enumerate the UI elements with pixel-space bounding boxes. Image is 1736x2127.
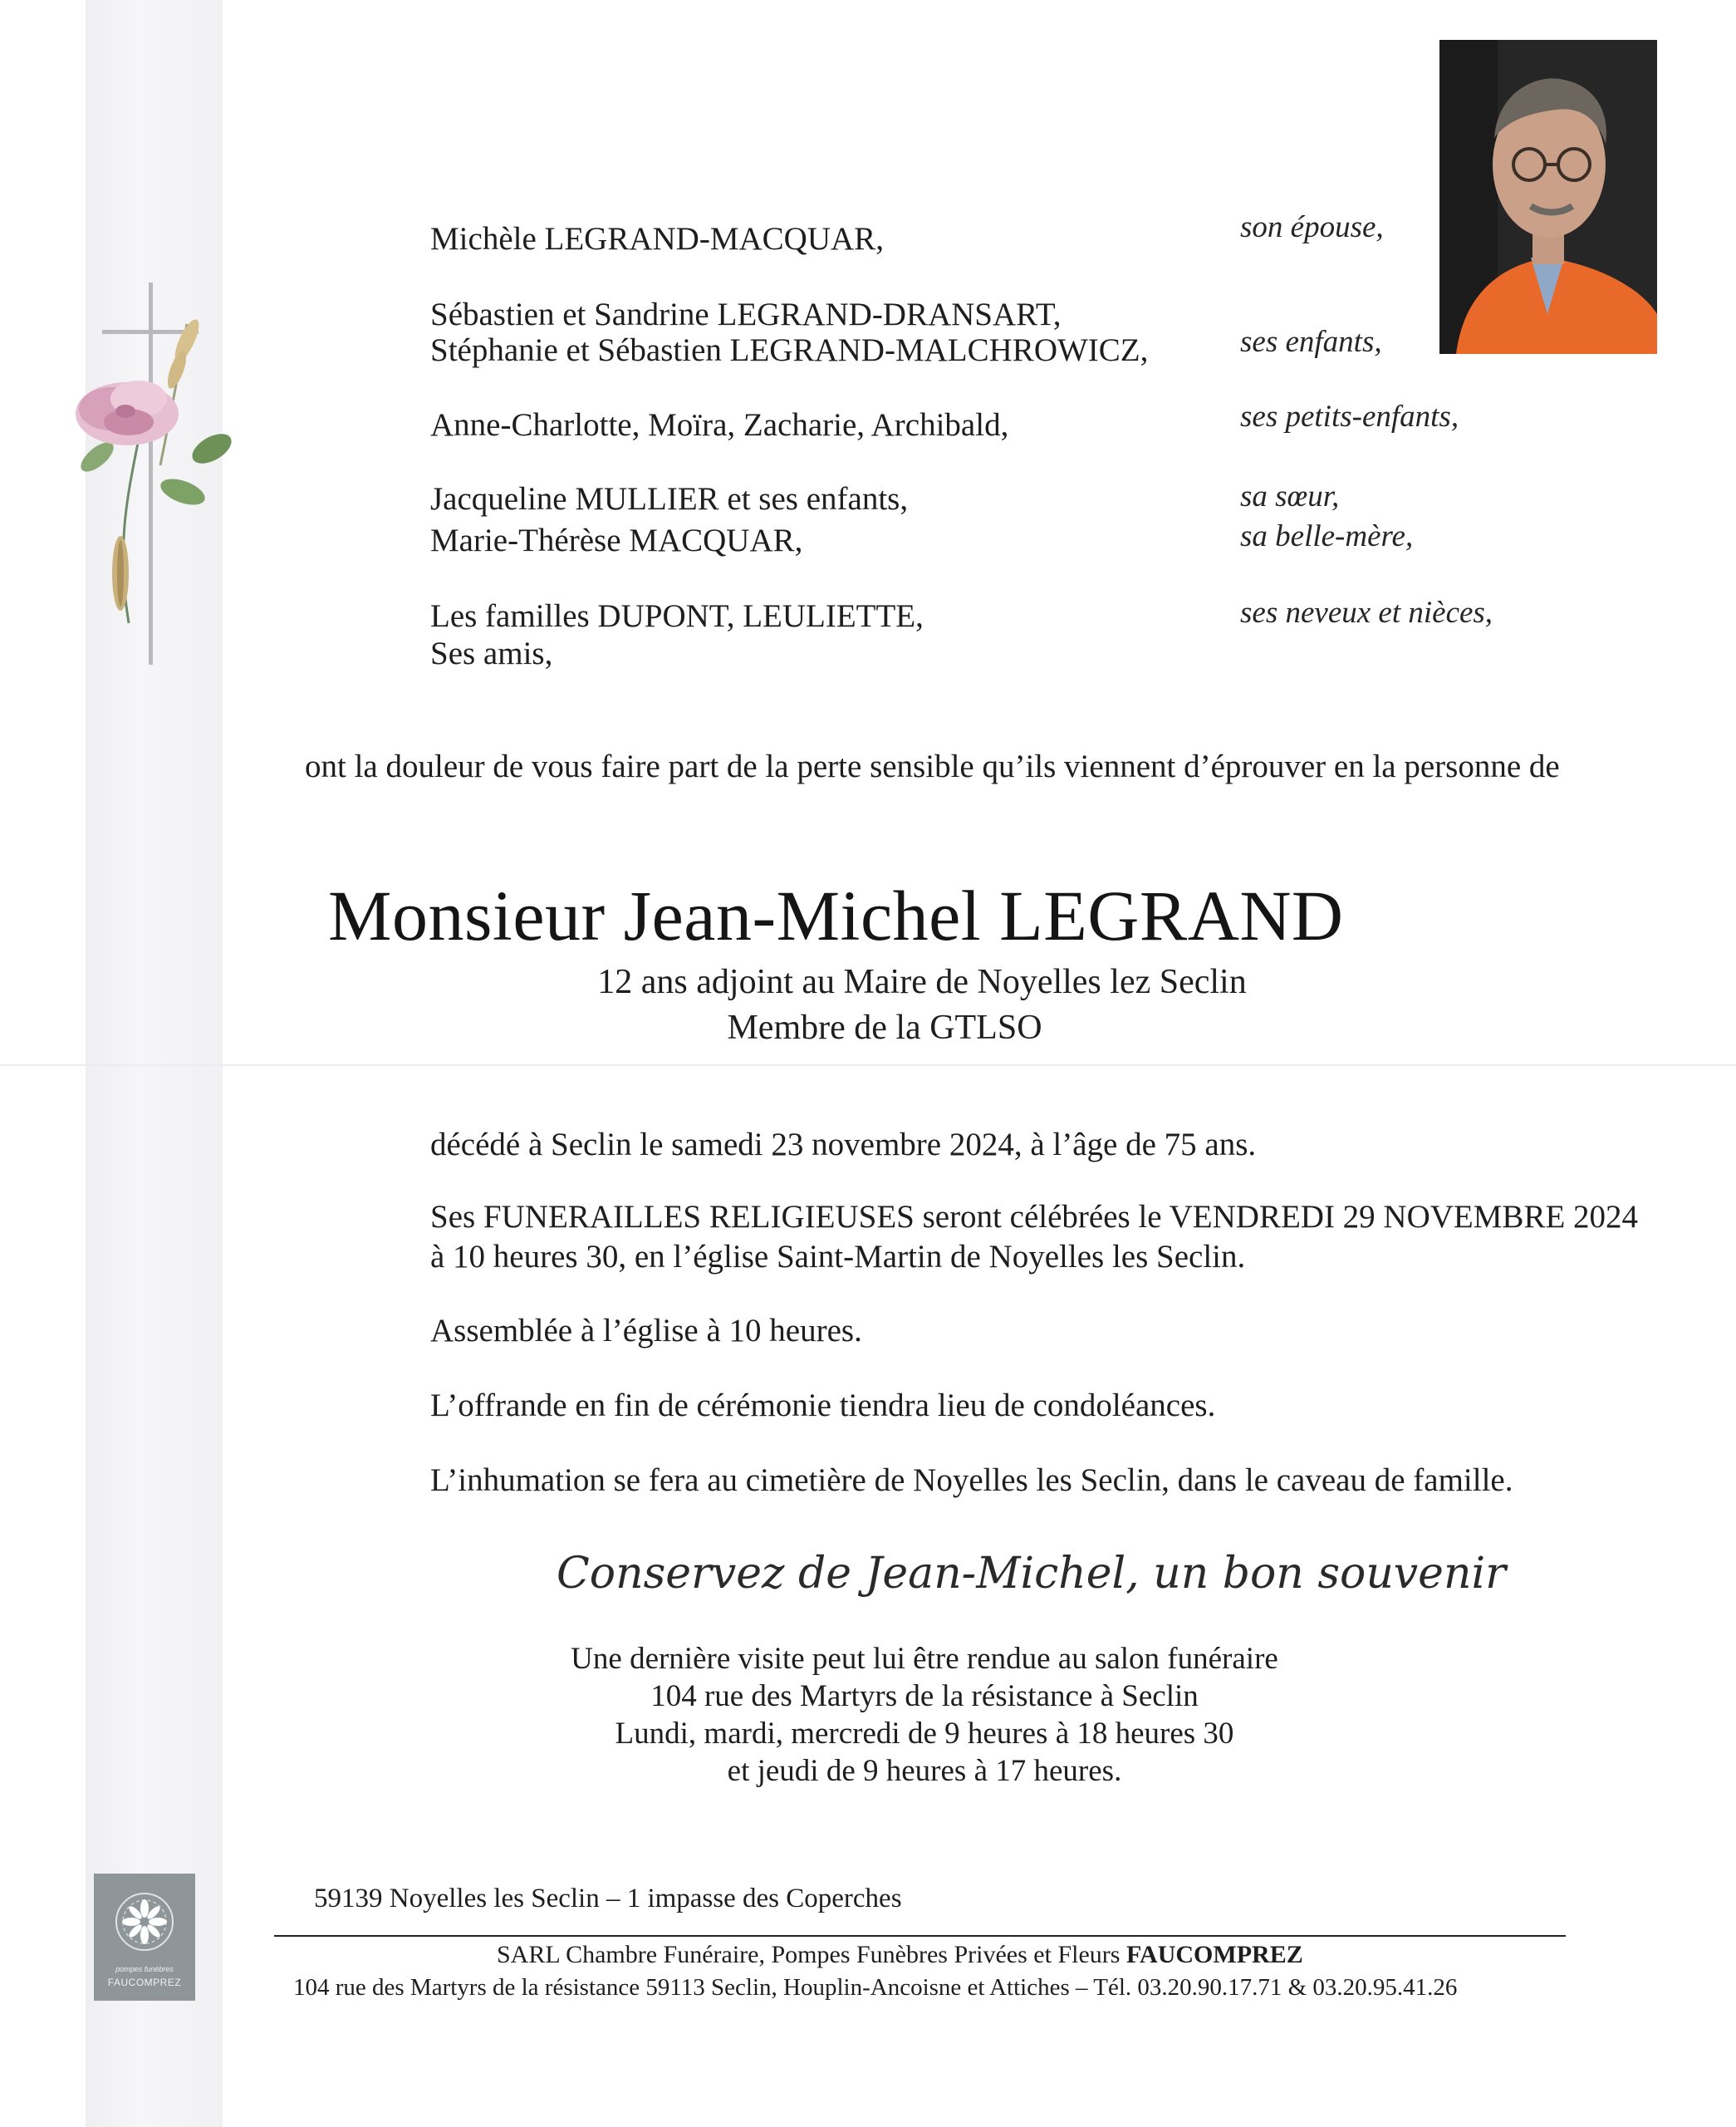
- funeral-line-2: à 10 heures 30, en l’église Saint-Martin de Noyelles les Seclin.: [430, 1239, 1246, 1275]
- child-1: Sébastien et Sandrine LEGRAND-DRANSART,: [430, 297, 1062, 332]
- footer-rule: [274, 1935, 1566, 1937]
- visit-line-3: Lundi, mardi, mercredi de 9 heures à 18 heures 30: [615, 1717, 1234, 1751]
- visit-line-4: et jeudi de 9 heures à 17 heures.: [727, 1754, 1122, 1788]
- company-prefix: SARL Chambre Funéraire, Pompes Funèbres Privées et Fleurs: [497, 1941, 1121, 1968]
- portrait-photo: [1439, 40, 1657, 354]
- visit-line-1: Une dernière visite peut lui être rendue au salon funéraire: [571, 1642, 1278, 1676]
- company-contact: 104 rue des Martyrs de la résistance 59113 Seclin, Houplin-Ancoisne et Attiches – Tél. 03.20.90.17.71 & 03.20.95.41.26: [293, 1974, 1458, 2001]
- families: Les familles DUPONT, LEULIETTE,: [430, 598, 924, 634]
- families-relation: ses neveux et nièces,: [1240, 596, 1493, 630]
- spouse-name: Michèle LEGRAND-MACQUAR,: [430, 221, 884, 257]
- mother-in-law-relation: sa belle-mère,: [1240, 519, 1414, 553]
- child-2: Stéphanie et Sébastien LEGRAND-MALCHROWICZ,: [430, 332, 1149, 368]
- assembly-notice: Assemblée à l’église à 10 heures.: [430, 1313, 862, 1348]
- grandchildren: Anne-Charlotte, Moïra, Zacharie, Archibald,: [430, 407, 1009, 443]
- spouse-relation: son épouse,: [1240, 210, 1384, 244]
- rosette-logo-icon: [94, 1874, 195, 1965]
- family-address: 59139 Noyelles les Seclin – 1 impasse des Coperches: [314, 1884, 902, 1913]
- fold-line: [0, 1064, 1736, 1066]
- visit-line-2: 104 rue des Martyrs de la résistance à Seclin: [650, 1679, 1199, 1713]
- sister-relation: sa sœur,: [1240, 479, 1340, 513]
- friends: Ses amis,: [430, 636, 553, 671]
- funeral-line-1: Ses FUNERAILLES RELIGIEUSES seront célébrées le VENDREDI 29 NOVEMBRE 2024: [430, 1199, 1639, 1235]
- logo-tagline: pompes funèbres: [115, 1965, 174, 1973]
- deceased-role-2: Membre de la GTLSO: [727, 1009, 1042, 1047]
- announcement-text: ont la douleur de vous faire part de la perte sensible qu’ils viennent d’éprouver en la personne de: [305, 749, 1560, 784]
- deceased-name: Monsieur Jean-Michel LEGRAND: [328, 876, 1344, 955]
- logo-brand: FAUCOMPREZ: [107, 1977, 182, 1988]
- company-name: FAUCOMPREZ: [1125, 1941, 1303, 1968]
- death-notice: décédé à Seclin le samedi 23 novembre 2024, à l’âge de 75 ans.: [430, 1127, 1257, 1162]
- grandchildren-relation: ses petits-enfants,: [1240, 400, 1459, 434]
- children-relation: ses enfants,: [1240, 325, 1382, 359]
- mother-in-law: Marie-Thérèse MACQUAR,: [430, 523, 803, 558]
- cross-flower-icon: [46, 274, 245, 673]
- burial-notice: L’inhumation se fera au cimetière de Noyelles les Seclin, dans le caveau de famille.: [430, 1462, 1513, 1498]
- offering-notice: L’offrande en fin de cérémonie tiendra lieu de condoléances.: [430, 1388, 1216, 1423]
- funeral-home-logo: [94, 1874, 195, 2001]
- memory-phrase: Conservez de Jean-Michel, un bon souvenir: [557, 1549, 1506, 1599]
- company-line: [497, 1939, 1303, 1971]
- deceased-role-1: 12 ans adjoint au Maire de Noyelles lez Seclin: [597, 963, 1247, 1001]
- sister: Jacqueline MULLIER et ses enfants,: [430, 481, 909, 517]
